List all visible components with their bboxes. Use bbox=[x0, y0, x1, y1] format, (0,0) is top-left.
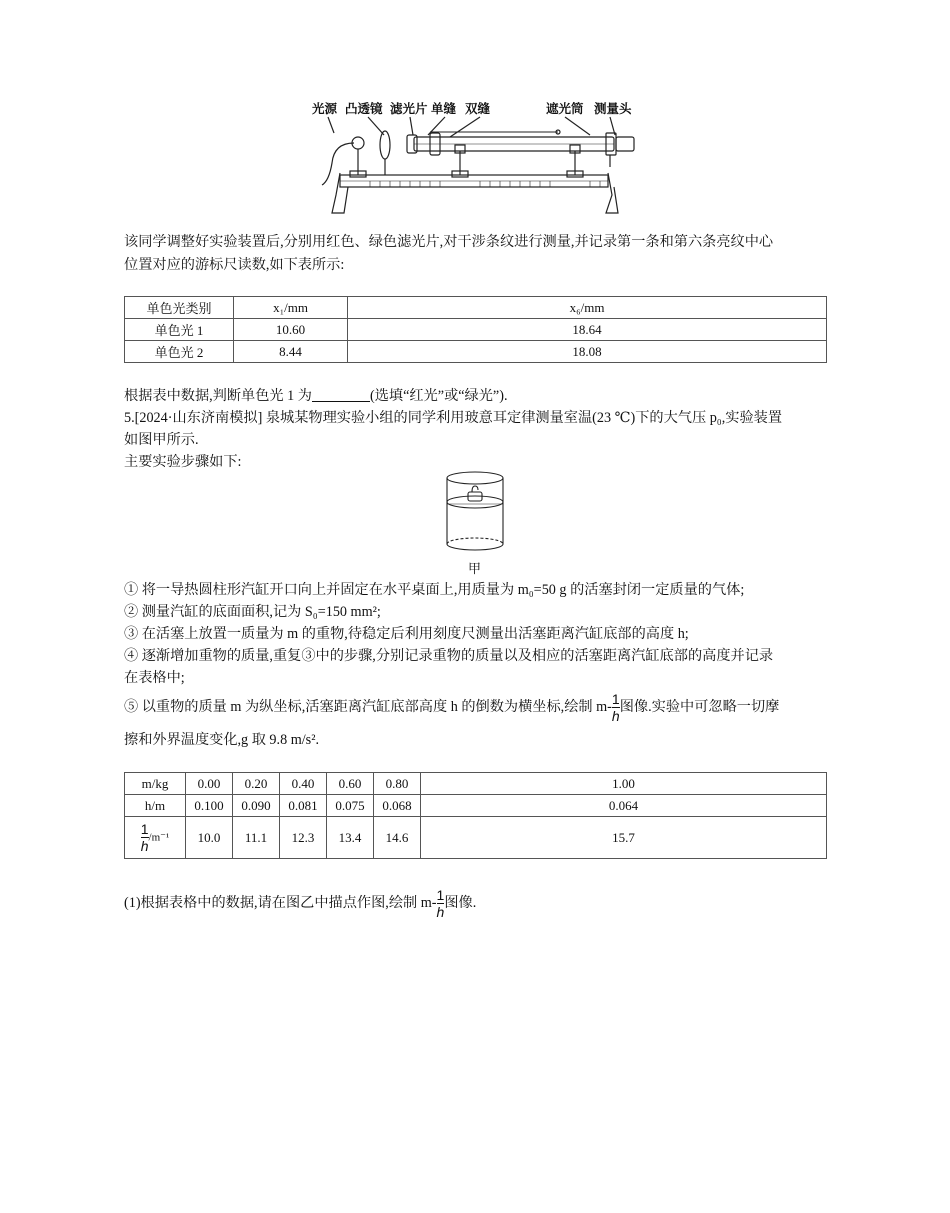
para1-line2: 位置对应的游标尺读数,如下表所示: bbox=[124, 257, 345, 273]
steps-intro: 主要实验步骤如下: bbox=[124, 454, 242, 470]
t2-cell: 13.4 bbox=[327, 817, 374, 859]
t2-cell: 0.80 bbox=[374, 773, 421, 795]
mass-height-table bbox=[124, 772, 827, 859]
frac-den: h bbox=[140, 838, 149, 854]
fringe-reading-table bbox=[124, 296, 827, 363]
step-2: ② 测量汽缸的底面面积,记为 S₀=150 mm²; bbox=[124, 604, 381, 620]
frac-num: 1 bbox=[140, 821, 149, 837]
label-tube: 遮光筒 bbox=[546, 101, 584, 116]
step-1: ① 将一导热圆柱形汽缸开口向上并固定在水平桌面上,用质量为 m₀=50 g 的活塞封闭一定质量的气体; bbox=[124, 582, 745, 598]
apparatus-figure bbox=[310, 95, 640, 220]
label-lens: 凸透镜 bbox=[345, 101, 383, 116]
q1-after: 图像. bbox=[444, 895, 477, 911]
t2-cell: 0.068 bbox=[374, 795, 421, 817]
label-double-slit: 双缝 bbox=[465, 101, 491, 116]
frac-den: h bbox=[611, 708, 620, 725]
fraction-1-over-h bbox=[612, 692, 620, 723]
t2-cell: 0.100 bbox=[186, 795, 233, 817]
step-4: ④ 逐渐增加重物的质量,重复③中的步骤,分别记录重物的质量以及相应的活塞距离汽缸底部的高度并记录 bbox=[124, 648, 774, 664]
t2-label-m: m/kg bbox=[125, 773, 186, 795]
t2-cell: 0.075 bbox=[327, 795, 374, 817]
inv-unit: /m⁻¹ bbox=[148, 831, 170, 844]
frac-num: 1 bbox=[436, 887, 445, 904]
step-5-cont: 擦和外界温度变化,g 取 9.8 m/s². bbox=[124, 732, 320, 748]
question-line bbox=[124, 386, 508, 406]
fraction-1-over-h bbox=[141, 822, 149, 853]
label-light-source: 光源 bbox=[312, 101, 338, 116]
t2-label-inv-h bbox=[125, 817, 186, 859]
t2-label-h: h/m bbox=[125, 795, 186, 817]
para1-line1: 该同学调整好实验装置后,分别用红色、绿色滤光片,对干涉条纹进行测量,并记录第一条和第六条亮纹中心 bbox=[124, 234, 774, 250]
t1-header-x1: x₁/mm bbox=[234, 297, 348, 319]
question-after: (选填“红光”或“绿光”). bbox=[370, 388, 508, 404]
t2-cell: 0.064 bbox=[421, 795, 827, 817]
answer-blank[interactable] bbox=[312, 387, 370, 402]
step-3: ③ 在活塞上放置一质量为 m 的重物,待稳定后利用刻度尺测量出活塞距离汽缸底部的高度 h; bbox=[124, 626, 689, 642]
q1-before: (1)根据表格中的数据,请在图乙中描点作图,绘制 m- bbox=[124, 895, 437, 911]
t2-cell: 0.40 bbox=[280, 773, 327, 795]
label-single-slit: 单缝 bbox=[431, 101, 457, 116]
frac-num: 1 bbox=[611, 691, 620, 708]
label-measure-head: 测量头 bbox=[594, 101, 632, 116]
question-1 bbox=[124, 884, 476, 922]
t2-cell: 0.20 bbox=[233, 773, 280, 795]
cylinder-figure bbox=[440, 468, 510, 558]
question-before: 根据表中数据,判断单色光 1 为 bbox=[124, 388, 312, 404]
t1-header-x6: x₆/mm bbox=[348, 297, 827, 319]
t1-cell: 10.60 bbox=[234, 319, 348, 341]
t2-cell: 11.1 bbox=[233, 817, 280, 859]
t1-cell: 8.44 bbox=[234, 341, 348, 363]
t2-cell: 10.0 bbox=[186, 817, 233, 859]
t1-header-type: 单色光类别 bbox=[125, 297, 234, 319]
t2-cell: 0.081 bbox=[280, 795, 327, 817]
problem5-line1: 5.[2024·山东济南模拟] 泉城某物理实验小组的同学利用玻意耳定律测量室温(23 ℃)下的大气压 p₀,实验装置 bbox=[124, 410, 783, 426]
t1-cell: 18.64 bbox=[348, 319, 827, 341]
frac-den: h bbox=[436, 904, 445, 921]
t2-cell: 0.090 bbox=[233, 795, 280, 817]
t2-cell: 14.6 bbox=[374, 817, 421, 859]
label-filter: 滤光片 bbox=[390, 101, 428, 116]
step-4-cont: 在表格中; bbox=[124, 670, 185, 686]
step-5 bbox=[124, 688, 779, 726]
t2-cell: 0.00 bbox=[186, 773, 233, 795]
t2-cell: 12.3 bbox=[280, 817, 327, 859]
problem5-line2: 如图甲所示. bbox=[124, 432, 199, 448]
step5-before: ⑤ 以重物的质量 m 为纵坐标,活塞距离汽缸底部高度 h 的倒数为横坐标,绘制 m- bbox=[124, 699, 612, 715]
t2-cell: 1.00 bbox=[421, 773, 827, 795]
t2-cell: 15.7 bbox=[421, 817, 827, 859]
t1-cell: 18.08 bbox=[348, 341, 827, 363]
t1-cell: 单色光 1 bbox=[125, 319, 234, 341]
t2-cell: 0.60 bbox=[327, 773, 374, 795]
figure-caption: 甲 bbox=[468, 561, 482, 576]
t1-cell: 单色光 2 bbox=[125, 341, 234, 363]
step5-after: 图像.实验中可忽略一切摩 bbox=[619, 699, 780, 715]
